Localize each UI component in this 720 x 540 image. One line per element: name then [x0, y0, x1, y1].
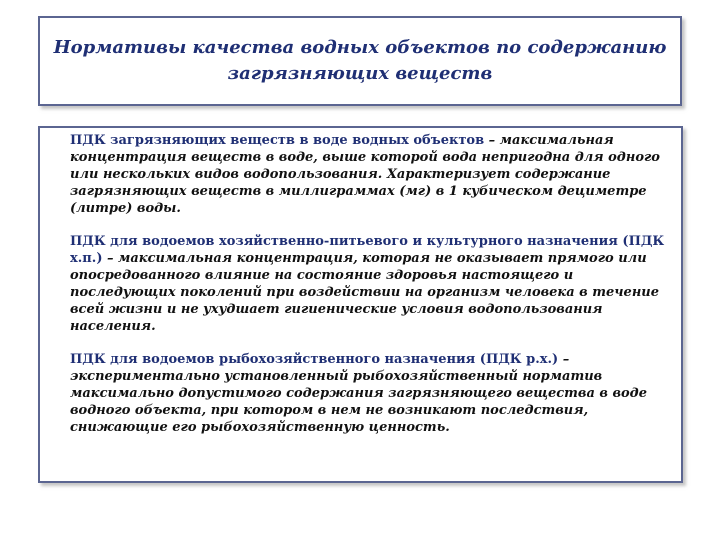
slide-title-line-1: Нормативы качества водных объектов по содержанию — [53, 37, 667, 58]
definition-pdk-fishery: – экспериментально установленный рыбохозяйственный норматив максимально допустимого содержания загрязняющего вещества в воде водного объекта, при котором в нем не возникают последствия, снижающие его рыбохозяйственную ценность. — [70, 352, 647, 435]
paragraph-pdk-fishery — [70, 351, 669, 436]
paragraph-pdk-general — [70, 132, 669, 217]
definition-pdk-general: – максимальная концентрация веществ в воде, выше которой вода непригодна для одного или нескольких видов водопользования. Характеризует содержание загрязняющих веществ в миллиграммах (мг) в 1 кубическом дециметре (литре) воды. — [70, 133, 660, 216]
definition-pdk-household: – максимальная концентрация, которая не оказывает прямого или опосредованного влияние на состояние здоровья настоящего и последующих поколений при воздействии на организм человека в течение всей жизни и не ухудшает гигиенические условия водопользования населения. — [70, 251, 660, 334]
slide-title-line-2: загрязняющих веществ — [227, 63, 493, 84]
term-pdk-household: ПДК для водоемов хозяйственно-питьевого и культурного назначения (ПДК х.п.) — [70, 234, 665, 266]
content-box — [38, 126, 683, 483]
term-pdk-fishery: ПДК для водоемов рыбохозяйственного назначения (ПДК р.х.) — [70, 352, 559, 367]
slide-title — [54, 35, 667, 87]
paragraph-pdk-household — [70, 233, 669, 335]
term-pdk-general: ПДК загрязняющих веществ в воде водных объектов — [70, 133, 485, 148]
title-box — [38, 16, 682, 106]
